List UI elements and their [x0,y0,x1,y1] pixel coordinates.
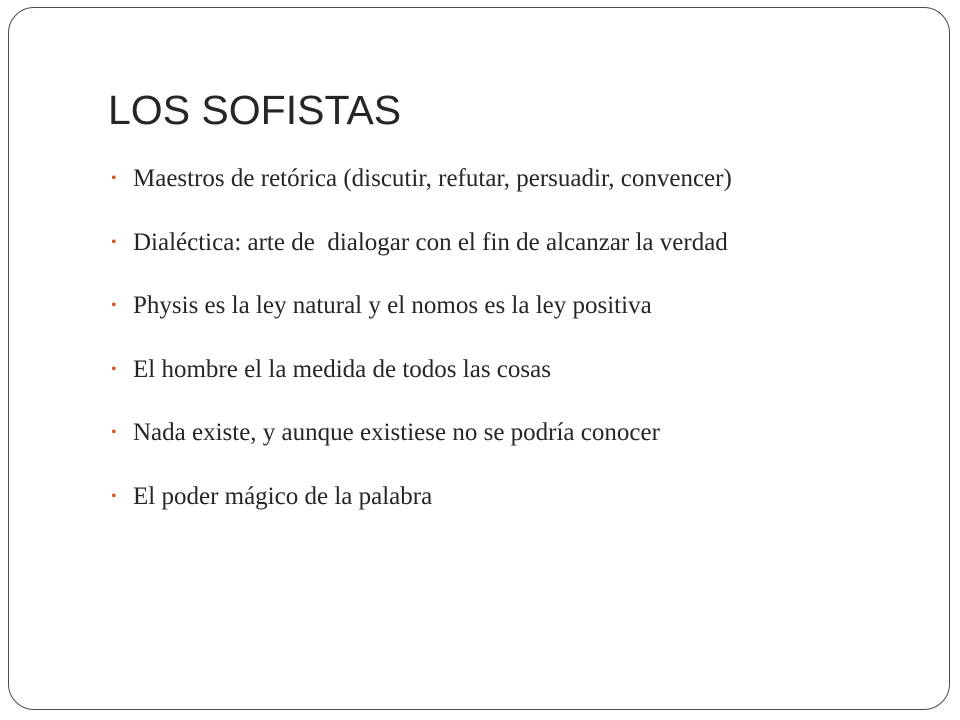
bullet-text: Nada existe, y aunque existiese no se podría conocer [133,419,660,446]
bullet-text: Physis es la ley natural y el nomos es la ley positiva [133,292,652,319]
bullet-item-3 [108,287,878,325]
bullet-dot-icon: • [111,424,117,441]
bullet-item-4 [108,351,878,389]
bullet-item-6 [108,478,878,516]
bullet-item-1 [108,160,878,198]
bullet-dot-icon: • [111,297,117,314]
bullet-text: Maestros de retórica (discutir, refutar, persuadir, convencer) [133,165,732,192]
bullet-item-2 [108,224,878,262]
bullet-item-5 [108,414,878,452]
bullet-text: El hombre el la medida de todos las cosas [133,355,551,383]
bullet-dot-icon: • [111,360,117,378]
bullet-dot-icon: • [111,487,117,505]
bullet-dot-icon: • [111,233,117,251]
bullet-list [108,160,878,541]
bullet-text: El poder mágico de la palabra [133,482,433,510]
bullet-dot-icon: • [111,170,117,187]
slide-title: LOS SOFISTAS [108,87,402,133]
bullet-text: Dialéctica: arte de dialogar con el fin de alcanzar la verdad [133,228,728,256]
